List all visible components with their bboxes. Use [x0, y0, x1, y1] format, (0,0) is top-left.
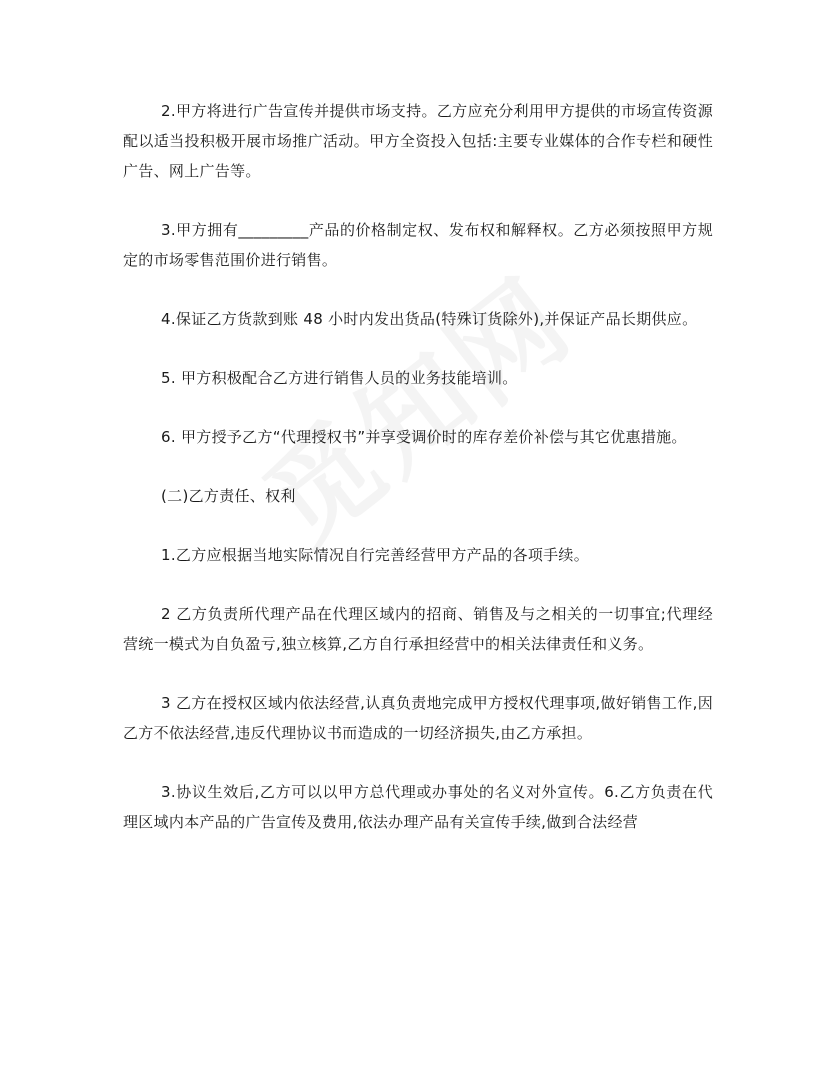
paragraph-b3-lawful-operation: 3 乙方在授权区域内依法经营,认真负责地完成甲方授权代理事项,做好销售工作,因乙方不依法经营,违反代理协议书而造成的一切经济损失,由乙方承担。 [123, 694, 713, 742]
paragraph-b3-promotion: 3.协议生效后,乙方可以以甲方总代理或办事处的名义对外宣传。6.乙方负责在代理区域内本产品的广告宣传及费用,依法办理产品有关宣传手续,做到合法经营 [123, 783, 713, 831]
paragraph-b2-responsibility: 2 乙方负责所代理产品在代理区域内的招商、销售及与之相关的一切事宜;代理经营统一模式为自负盈亏,独立核算,乙方自行承担经营中的相关法律责任和义务。 [123, 605, 713, 653]
paragraph-2-market-support: 2.甲方将进行广告宣传并提供市场支持。乙方应充分利用甲方提供的市场宣传资源配以适当投积极开展市场推广活动。甲方全资投入包括:主要专业媒体的合作专栏和硬性广告、网上广告等。 [123, 102, 713, 180]
section-heading-party-b: (二)乙方责任、权利 [161, 487, 296, 505]
document-body [123, 96, 713, 866]
paragraph-6-authorization: 6. 甲方授予乙方“代理授权书”并享受调价时的库存差价补偿与其它优惠措施。 [161, 428, 687, 446]
paragraph-5-training: 5. 甲方积极配合乙方进行销售人员的业务技能培训。 [161, 369, 518, 387]
paragraph-3-pricing-rights: 3.甲方拥有_________产品的价格制定权、发布权和解释权。乙方必须按照甲方规定的市场零售范围价进行销售。 [123, 221, 713, 269]
paragraph-4-delivery: 4.保证乙方货款到账 48 小时内发出货品(特殊订货除外),并保证产品长期供应。 [161, 310, 698, 328]
paragraph-b1-procedures: 1.乙方应根据当地实际情况自行完善经营甲方产品的各项手续。 [161, 546, 590, 564]
